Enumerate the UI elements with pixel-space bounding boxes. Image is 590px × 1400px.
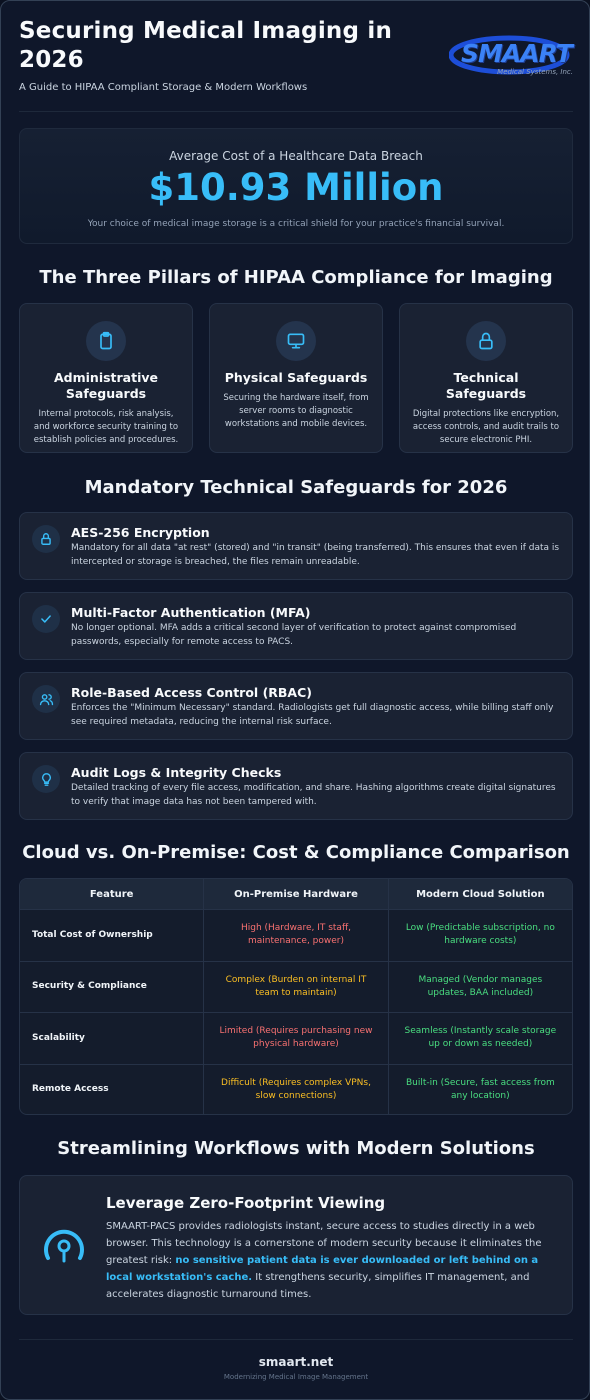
broadcast-icon <box>42 1224 86 1264</box>
safeguard-text: No longer optional. MFA adds a critical second layer of verification to protect against compromised passwords, especially for remote access to PACS. <box>71 623 517 647</box>
pillar-title: Physical Safeguards <box>224 370 368 385</box>
pillar-text: Digital protections like encryption, access controls, and audit trails to secure electronic PHI. <box>412 409 560 445</box>
breach-cost-note: Your choice of medical image storage is a critical shield for your practice's financial survival. <box>87 219 505 229</box>
lightbulb-icon <box>32 765 60 793</box>
safeguards-title: Mandatory Technical Safeguards for 2026 <box>84 477 508 498</box>
cloud-cell: Managed (Vendor manages updates, BAA included) <box>388 962 572 1013</box>
onprem-cell: Complex (Burden on internal IT team to maintain) <box>203 962 387 1013</box>
safeguard-title: Multi-Factor Authentication (MFA) <box>71 605 311 620</box>
onprem-cell: Difficult (Requires complex VPNs, slow connections) <box>203 1065 387 1116</box>
pillar-text: Securing the hardware itself, from server rooms to diagnostic workstations and mobile devices. <box>223 393 369 429</box>
pillar-card-administrative <box>19 303 193 453</box>
safeguard-text: Detailed tracking of every file access, modification, and share. Hashing algorithms create digital signatures to verify that image data has not been tampered with. <box>71 783 556 807</box>
card-text <box>106 1218 556 1303</box>
safeguard-text: Enforces the "Minimum Necessary" standard. Radiologists get full diagnostic access, while billing staff only see required metadata, reducing the internal risk surface. <box>71 703 554 727</box>
card-text-highlight: no sensitive patient data is ever downloaded or left behind on a local workstation's cache. <box>106 1255 539 1283</box>
pillar-title: Technical Safeguards <box>445 370 527 401</box>
column-header: Feature <box>89 888 134 900</box>
safeguard-title: Audit Logs & Integrity Checks <box>71 765 282 780</box>
column-header: On-Premise Hardware <box>203 879 387 909</box>
lock-icon <box>32 525 60 553</box>
pillars-title: The Three Pillars of HIPAA Compliance for Imaging <box>39 267 553 288</box>
pillar-title: Administrative Safeguards <box>53 370 159 401</box>
card-text-intro: SMAART-PACS provides radiologists instant, secure access to studies directly in a web browser. This technology is a cornerstone of modern security because it eliminates the greatest risk: <box>106 1221 542 1266</box>
footer <box>1 1355 590 1381</box>
safeguard-mfa <box>19 592 573 660</box>
table-row <box>20 909 572 961</box>
safeguard-title: AES-256 Encryption <box>71 525 210 540</box>
safeguard-audit <box>19 752 573 820</box>
table-row <box>20 1012 572 1064</box>
onprem-cell: Limited (Requires purchasing new physical hardware) <box>203 1013 387 1064</box>
table-row <box>20 961 572 1013</box>
clipboard-icon <box>86 321 126 361</box>
safeguard-rbac <box>19 672 573 740</box>
cloud-cell: Seamless (Instantly scale storage up or down as needed) <box>388 1013 572 1064</box>
page-subtitle: A Guide to HIPAA Compliant Storage & Modern Workflows <box>19 82 308 93</box>
lock-icon <box>466 321 506 361</box>
table-header-row <box>20 879 572 909</box>
safeguard-encryption <box>19 512 573 580</box>
feature-cell: Remote Access <box>32 1084 109 1095</box>
logo-tagline: Medical Systems, Inc. <box>497 68 573 76</box>
card-text-outro: It strengthens security, simplifies IT management, and accelerates diagnostic turnaround times. <box>106 1272 530 1300</box>
feature-cell: Total Cost of Ownership <box>32 929 153 940</box>
cloud-cell: Low (Predictable subscription, no hardware costs) <box>388 910 572 961</box>
breach-cost-label: Average Cost of a Healthcare Data Breach <box>169 149 423 163</box>
check-icon <box>32 605 60 633</box>
logo-wordmark: SMAART <box>461 39 572 68</box>
footer-tagline: Modernizing Medical Image Management <box>223 1373 369 1381</box>
comparison-table <box>19 878 573 1115</box>
pillar-card-physical <box>209 303 383 453</box>
column-header: Modern Cloud Solution <box>388 879 572 909</box>
company-logo <box>449 35 575 81</box>
table-row <box>20 1064 572 1116</box>
header <box>19 17 575 111</box>
feature-cell: Scalability <box>32 1032 85 1043</box>
breach-cost-card <box>19 128 573 244</box>
zero-footprint-card <box>19 1175 573 1315</box>
breach-cost-value: $10.93 Million <box>148 166 444 209</box>
feature-cell: Security & Compliance <box>32 981 147 992</box>
header-divider <box>19 111 573 112</box>
pillar-card-technical <box>399 303 573 453</box>
page-title: Securing Medical Imaging in 2026 <box>19 18 393 73</box>
onprem-cell: High (Hardware, IT staff, maintenance, power) <box>203 910 387 961</box>
cloud-cell: Built-in (Secure, fast access from any location) <box>388 1065 572 1116</box>
users-icon <box>32 685 60 713</box>
workflow-title: Streamlining Workflows with Modern Solutions <box>57 1138 535 1159</box>
pillar-text: Internal protocols, risk analysis, and workforce security training to establish policies and procedures. <box>33 409 179 445</box>
footer-site-link[interactable]: smaart.net <box>258 1355 334 1369</box>
comparison-title: Cloud vs. On-Premise: Cost & Compliance Comparison <box>22 842 570 863</box>
monitor-icon <box>276 321 316 361</box>
safeguard-text: Mandatory for all data "at rest" (stored) and "in transit" (being transferred). This ensures that even if data is intercepted or storage is breached, the files remain unreadable. <box>71 543 560 567</box>
footer-divider <box>19 1339 573 1340</box>
safeguard-title: Role-Based Access Control (RBAC) <box>71 685 312 700</box>
card-title: Leverage Zero-Footprint Viewing <box>106 1194 386 1212</box>
